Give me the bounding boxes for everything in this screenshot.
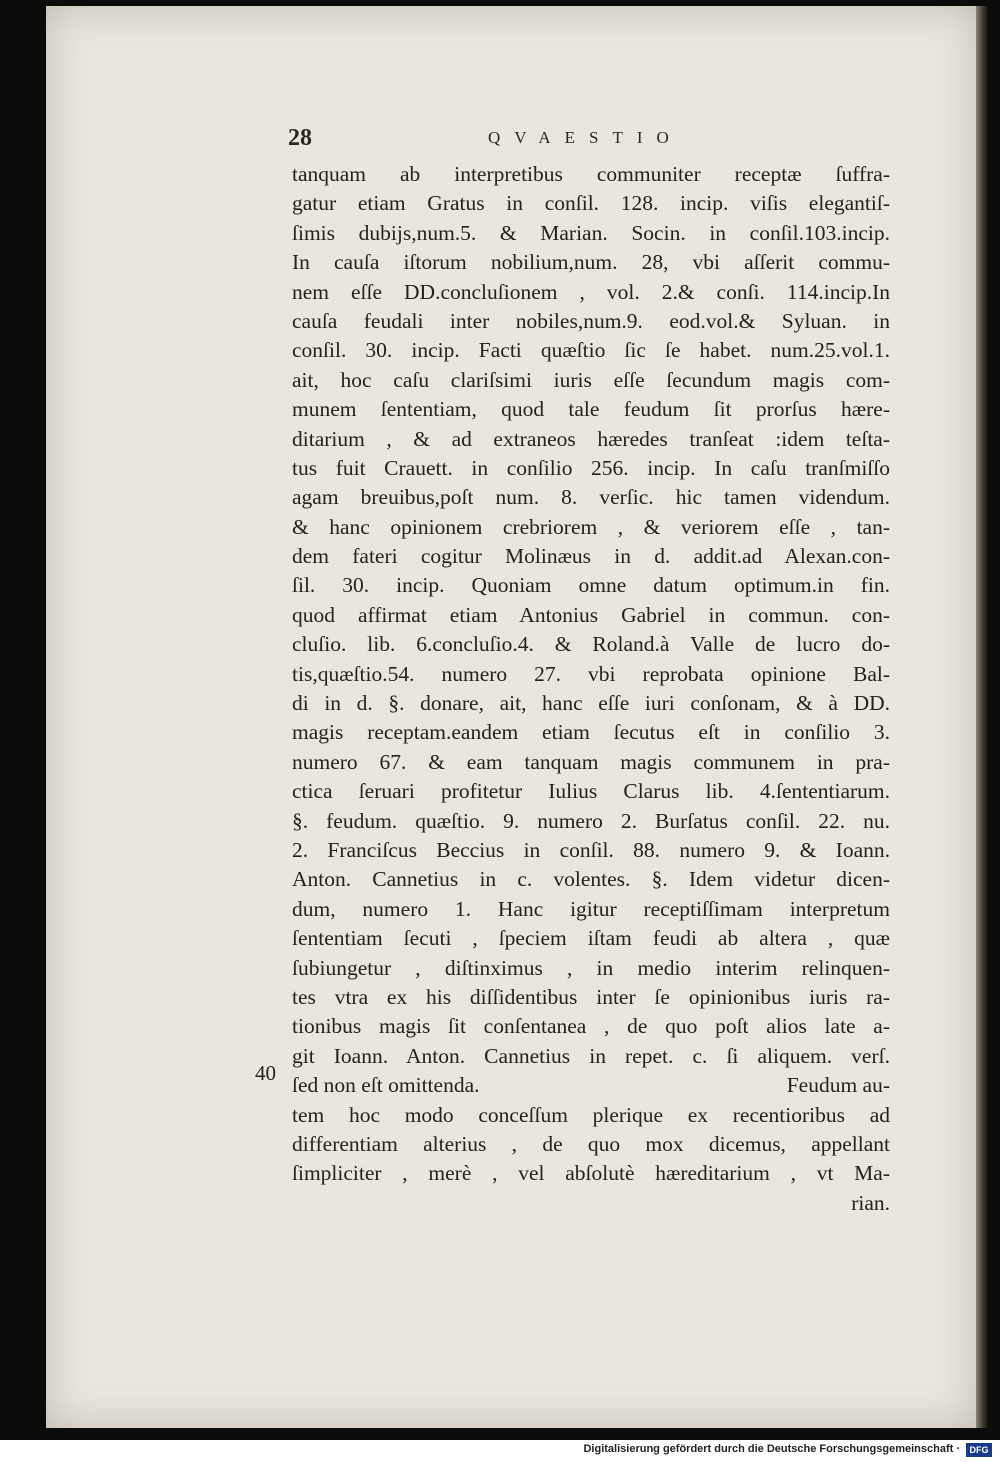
text-line: ſententiam ſecuti , ſpeciem iſtam feudi ab altera , quæ <box>292 926 890 951</box>
text-line: munem ſententiam, quod tale feudum ſit prorſus hære- <box>292 397 890 422</box>
text-line: ſimis dubijs,num.5. & Marian. Socin. in conſil.103.incip. <box>292 220 890 245</box>
footer-bar <box>0 1440 1000 1462</box>
text-line: ſubiungetur , diſtinximus , in medio interim relinquen- <box>292 955 890 980</box>
text-line: tis,quæſtio.54. numero 27. vbi reprobata opinione Bal- <box>292 661 890 686</box>
text-line: conſil. 30. incip. Facti quæſtio ſic ſe habet. num.25.vol.1. <box>292 338 890 363</box>
footer-credit: Digitalisierung gefördert durch die Deutsche Forschungsgemeinschaft · <box>583 1443 960 1455</box>
page-number: 28 <box>288 125 312 151</box>
text-line: ſimpliciter , merè , vel abſolutè hæreditarium , vt Ma- <box>292 1161 890 1186</box>
catchword: rian. <box>851 1190 890 1215</box>
text-line: tanquam ab interpretibus communiter receptæ ſuffra- <box>292 162 890 186</box>
running-head-title: QVAESTIO <box>488 128 683 147</box>
split-line-left: ſed non eſt omittenda. <box>292 1073 480 1098</box>
text-line: tus fuit Crauett. in conſilio 256. incip. In caſu tranſmiſſo <box>292 455 890 480</box>
text-line: & hanc opinionem crebriorem , & veriorem eſſe , tan- <box>292 514 890 539</box>
split-line-right: Feudum au- <box>786 1073 890 1098</box>
text-line: Anton. Cannetius in c. volentes. §. Idem videtur dicen- <box>292 867 890 892</box>
running-head <box>288 125 888 155</box>
text-line: tes vtra ex his diſſidentibus inter ſe opinionibus iuris ra- <box>292 984 890 1009</box>
page-edge <box>976 6 988 1428</box>
dfg-logo: DFG <box>966 1443 992 1457</box>
text-line: 2. Franciſcus Beccius in conſil. 88. numero 9. & Ioann. <box>292 837 890 862</box>
text-line: tem hoc modo conceſſum plerique ex recentioribus ad <box>292 1102 890 1127</box>
text-line: ditarium , & ad extraneos hæredes tranſeat :idem teſta- <box>292 426 890 451</box>
margin-line-number: 40 <box>255 1061 276 1085</box>
text-line: numero 67. & eam tanquam magis communem in pra- <box>292 749 890 774</box>
text-line: git Ioann. Anton. Cannetius in repet. c. ſi aliquem. verſ. <box>292 1043 890 1068</box>
body-text <box>292 160 890 1218</box>
text-line: In cauſa iſtorum nobilium,num. 28, vbi aſſerit commu- <box>292 250 890 275</box>
text-line: agam breuibus,poſt num. 8. verſic. hic tamen videndum. <box>292 485 890 510</box>
text-line: dem fateri cogitur Molinæus in d. addit.ad Alexan.con- <box>292 544 890 569</box>
text-line: magis receptam.eandem etiam ſecutus eſt in conſilio 3. <box>292 720 890 745</box>
text-line: cluſio. lib. 6.concluſio.4. & Roland.à Valle de lucro do- <box>292 632 890 657</box>
text-line: §. feudum. quæſtio. 9. numero 2. Burſatus conſil. 22. nu. <box>292 808 890 833</box>
text-line: ſil. 30. incip. Quoniam omne datum optimum.in fin. <box>292 573 890 598</box>
text-line: tionibus magis ſit conſentanea , de quo poſt alios late a- <box>292 1014 890 1039</box>
text-line: quod affirmat etiam Antonius Gabriel in commun. con- <box>292 602 890 627</box>
text-line: differentiam alterius , de quo mox dicemus, appellant <box>292 1131 890 1156</box>
text-line: cauſa feudali inter nobiles,num.9. eod.vol.& Syluan. in <box>292 308 890 333</box>
text-line: ctica ſeruari profitetur Iulius Clarus lib. 4.ſententiarum. <box>292 779 890 804</box>
text-line: dum, numero 1. Hanc igitur receptiſſimam interpretum <box>292 896 890 921</box>
text-line: di in d. §. donare, ait, hanc eſſe iuri conſonam, & à DD. <box>292 691 890 716</box>
text-line: gatur etiam Gratus in conſil. 128. incip. viſis elegantiſ- <box>292 191 890 216</box>
text-line-split <box>292 1071 890 1100</box>
text-line: nem eſſe DD.concluſionem , vol. 2.& conſi. 114.incip.In <box>292 279 890 304</box>
text-line: ait, hoc caſu clariſsimi iuris eſſe ſecundum magis com- <box>292 367 890 392</box>
